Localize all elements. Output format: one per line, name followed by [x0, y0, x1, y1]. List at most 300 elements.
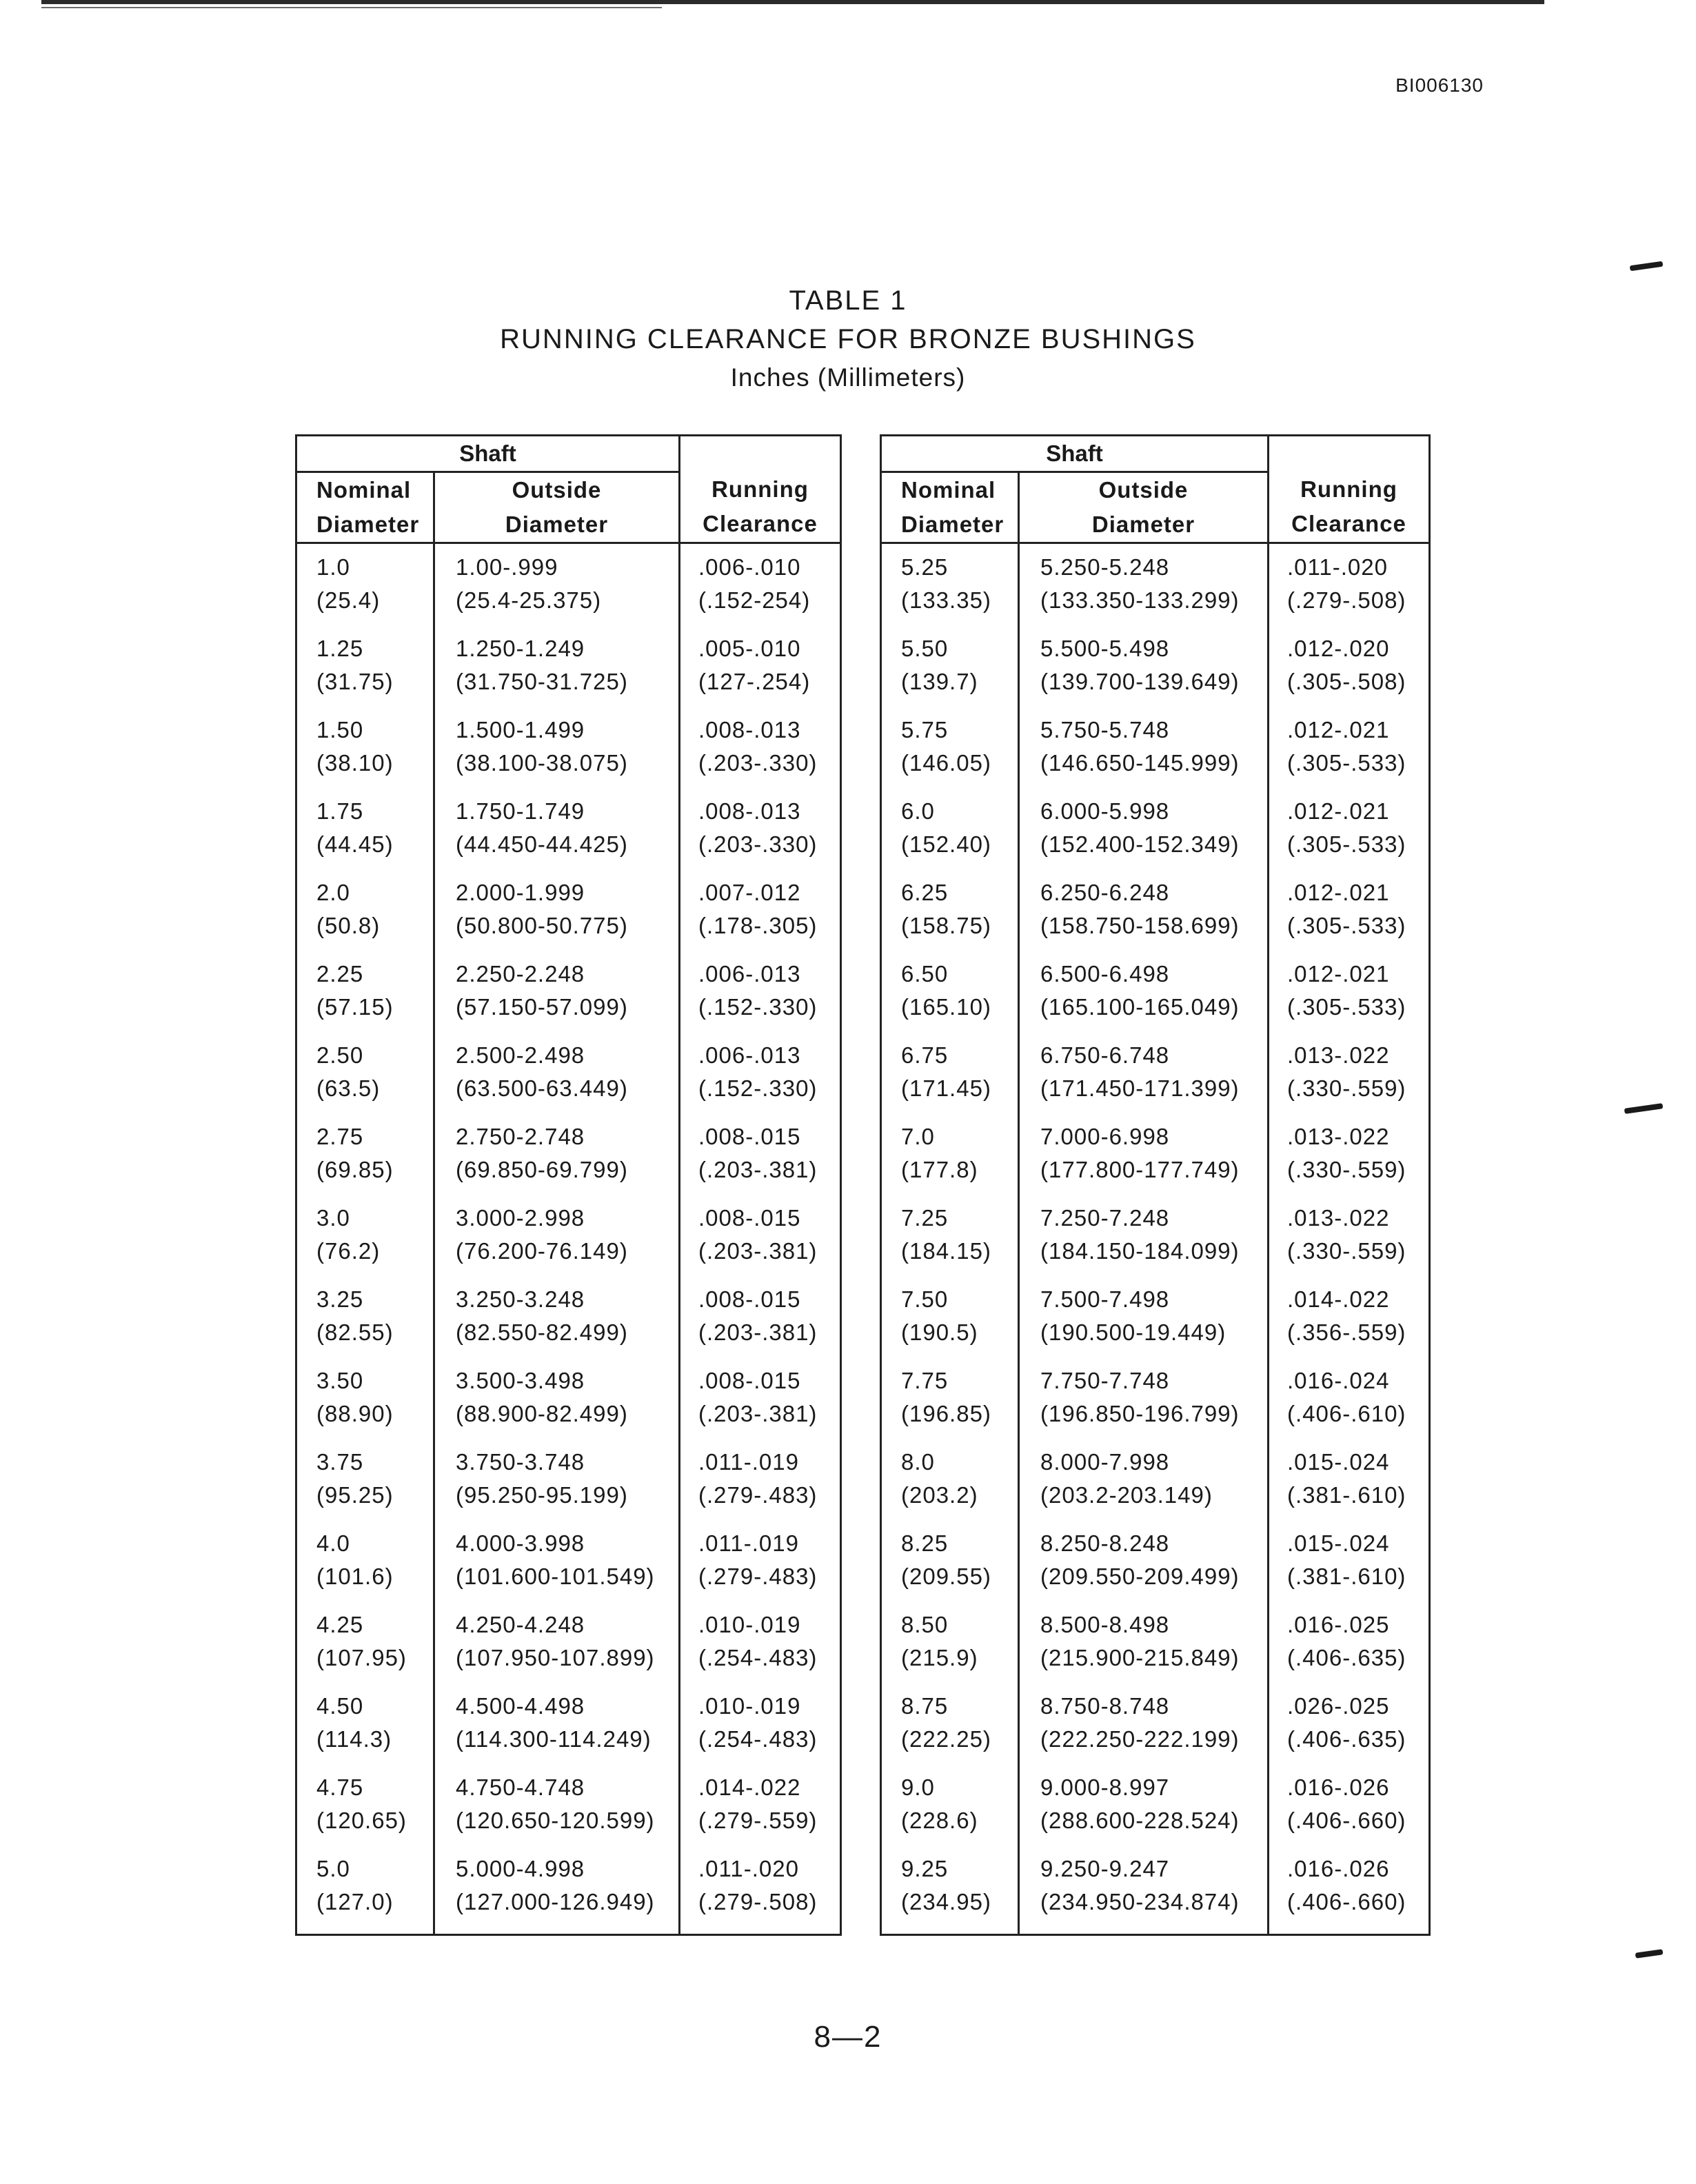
header-spacer: [1269, 436, 1430, 472]
inch-value: 3.50: [316, 1368, 364, 1393]
running-clearance-cell: [1269, 1527, 1430, 1608]
running-clearance-header: [680, 472, 841, 543]
running-clearance-cell: [680, 1364, 841, 1446]
metric-value: (.305-.533): [1287, 994, 1406, 1020]
running-clearance-header: [1269, 472, 1430, 543]
inch-value: 4.500-4.498: [456, 1693, 585, 1719]
nominal-diameter-header: [881, 472, 1019, 543]
inch-value: .011-.019: [698, 1449, 799, 1475]
inch-value: 6.250-6.248: [1040, 880, 1170, 905]
inch-value: 1.00-.999: [456, 554, 558, 580]
nominal-diameter-cell: [881, 1120, 1019, 1202]
inch-value: .016-.024: [1287, 1368, 1390, 1393]
metric-value: (209.55): [901, 1564, 991, 1589]
running-clearance-cell: [680, 958, 841, 1039]
metric-value: (.254-.483): [698, 1645, 818, 1670]
metric-value: (171.45): [901, 1075, 991, 1101]
metric-value: (184.15): [901, 1238, 991, 1264]
table-row: [881, 876, 1430, 958]
inch-value: .008-.015: [698, 1205, 801, 1231]
inch-value: 1.250-1.249: [456, 636, 585, 661]
outside-diameter-cell: [1019, 1771, 1269, 1852]
running-clearance-cell: [680, 632, 841, 714]
table-subtitle: RUNNING CLEARANCE FOR BRONZE BUSHINGS: [500, 324, 1196, 354]
outside-diameter-cell: [434, 876, 680, 958]
metric-value: (127-.254): [698, 669, 811, 694]
inch-value: 8.0: [901, 1449, 935, 1475]
table-row: [296, 1283, 841, 1364]
running-clearance-cell: [1269, 1608, 1430, 1690]
metric-value: (152.40): [901, 831, 991, 857]
nominal-diameter-cell: [881, 1852, 1019, 1935]
table-row: [881, 1852, 1430, 1935]
shaft-header: Shaft: [881, 436, 1269, 472]
inch-value: 3.750-3.748: [456, 1449, 585, 1475]
metric-value: (38.100-38.075): [456, 750, 628, 776]
outside-diameter-cell: [434, 543, 680, 633]
table-row: [881, 1283, 1430, 1364]
metric-value: (101.600-101.549): [456, 1564, 655, 1589]
inch-value: .006-.013: [698, 961, 801, 987]
table-row: [296, 1039, 841, 1120]
metric-value: (.279-.508): [1287, 587, 1406, 613]
inch-value: 4.75: [316, 1775, 364, 1800]
inch-value: 6.25: [901, 880, 949, 905]
inch-value: 3.0: [316, 1205, 350, 1231]
metric-value: (222.25): [901, 1726, 991, 1752]
metric-value: (.254-.483): [698, 1726, 818, 1752]
table-row: [296, 1608, 841, 1690]
metric-value: (25.4-25.375): [456, 587, 602, 613]
inch-value: .010-.019: [698, 1693, 801, 1719]
inch-value: 8.75: [901, 1693, 949, 1719]
metric-value: (133.35): [901, 587, 991, 613]
title-block: [0, 281, 1696, 397]
metric-value: (165.100-165.049): [1040, 994, 1240, 1020]
inch-value: .016-.026: [1287, 1775, 1390, 1800]
table-row: [296, 632, 841, 714]
outside-diameter-cell: [1019, 1527, 1269, 1608]
inch-value: .015-.024: [1287, 1449, 1390, 1475]
metric-value: (76.200-76.149): [456, 1238, 628, 1264]
metric-value: (82.550-82.499): [456, 1320, 628, 1345]
metric-value: (177.8): [901, 1157, 978, 1182]
metric-value: (76.2): [316, 1238, 381, 1264]
outside-diameter-cell: [1019, 1120, 1269, 1202]
metric-value: (.406-.660): [1287, 1808, 1406, 1833]
metric-value: (38.10): [316, 750, 394, 776]
metric-value: (120.650-120.599): [456, 1808, 655, 1833]
inch-value: 2.50: [316, 1042, 364, 1068]
inch-value: 7.250-7.248: [1040, 1205, 1170, 1231]
inch-value: 7.750-7.748: [1040, 1368, 1170, 1393]
running-clearance-cell: [680, 1690, 841, 1771]
metric-value: (196.85): [901, 1401, 991, 1426]
inch-value: .015-.024: [1287, 1530, 1390, 1556]
running-clearance-cell: [680, 1852, 841, 1935]
inch-value: .011-.020: [698, 1856, 799, 1881]
inch-value: 5.0: [316, 1856, 350, 1881]
outside-diameter-cell: [1019, 1690, 1269, 1771]
table-row: [296, 1120, 841, 1202]
metric-value: (120.65): [316, 1808, 407, 1833]
running-clearance-cell: [1269, 876, 1430, 958]
inch-value: .011-.020: [1287, 554, 1388, 580]
top-rule: [41, 0, 1544, 4]
outside-diameter-cell: [1019, 1364, 1269, 1446]
inch-value: 6.75: [901, 1042, 949, 1068]
table-body: [296, 543, 841, 1935]
nominal-diameter-cell: [881, 1690, 1019, 1771]
clearance-table-right: [880, 434, 1431, 1936]
table-row: [881, 632, 1430, 714]
metric-value: (69.850-69.799): [456, 1157, 628, 1182]
nominal-diameter-cell: [296, 714, 434, 795]
inch-value: .005-.010: [698, 636, 801, 661]
inch-value: .008-.013: [698, 798, 801, 824]
nominal-diameter-cell: [881, 1364, 1019, 1446]
metric-value: (158.750-158.699): [1040, 913, 1240, 938]
table-row: [881, 1527, 1430, 1608]
inch-value: .008-.015: [698, 1368, 801, 1393]
nominal-diameter-cell: [296, 876, 434, 958]
table-row: [881, 795, 1430, 876]
nominal-diameter-cell: [881, 1283, 1019, 1364]
inch-value: 6.500-6.498: [1040, 961, 1170, 987]
nominal-diameter-cell: [881, 543, 1019, 633]
page-number: 8—2: [814, 2020, 882, 2054]
nominal-diameter-cell: [296, 632, 434, 714]
header-spacer: [680, 436, 841, 472]
inch-value: 4.000-3.998: [456, 1530, 585, 1556]
inch-value: 7.000-6.998: [1040, 1124, 1170, 1149]
inch-value: 7.500-7.498: [1040, 1286, 1170, 1312]
nominal-diameter-cell: [296, 1283, 434, 1364]
metric-value: (203.2-203.149): [1040, 1482, 1213, 1508]
inch-value: 9.0: [901, 1775, 935, 1800]
metric-value: (234.95): [901, 1889, 991, 1914]
inch-value: 7.25: [901, 1205, 949, 1231]
metric-value: (.203-.381): [698, 1238, 818, 1264]
metric-value: (146.05): [901, 750, 991, 776]
header-line: Nominal: [901, 477, 996, 503]
table-body: [881, 543, 1430, 1935]
metric-value: (234.950-234.874): [1040, 1889, 1240, 1914]
running-clearance-cell: [1269, 1852, 1430, 1935]
inch-value: .012-.021: [1287, 880, 1390, 905]
running-clearance-cell: [1269, 1039, 1430, 1120]
table-row: [881, 958, 1430, 1039]
metric-value: (.152-.330): [698, 994, 818, 1020]
outside-diameter-cell: [1019, 1202, 1269, 1283]
inch-value: 8.000-7.998: [1040, 1449, 1170, 1475]
metric-value: (139.7): [901, 669, 978, 694]
outside-diameter-cell: [434, 632, 680, 714]
metric-value: (82.55): [316, 1320, 394, 1345]
nominal-diameter-cell: [881, 1039, 1019, 1120]
header-line: Clearance: [1291, 511, 1406, 537]
inch-value: 5.50: [901, 636, 949, 661]
metric-value: (222.250-222.199): [1040, 1726, 1240, 1752]
outside-diameter-cell: [1019, 1446, 1269, 1527]
outside-diameter-header: [1019, 472, 1269, 543]
inch-value: 7.75: [901, 1368, 949, 1393]
metric-value: (171.450-171.399): [1040, 1075, 1240, 1101]
outside-diameter-cell: [434, 1527, 680, 1608]
metric-value: (.356-.559): [1287, 1320, 1406, 1345]
inch-value: 1.0: [316, 554, 350, 580]
running-clearance-cell: [1269, 714, 1430, 795]
document-id: BI006130: [1395, 74, 1484, 96]
outside-diameter-cell: [1019, 1283, 1269, 1364]
metric-value: (44.450-44.425): [456, 831, 628, 857]
metric-value: (139.700-139.649): [1040, 669, 1240, 694]
inch-value: 8.500-8.498: [1040, 1612, 1170, 1637]
running-clearance-cell: [1269, 795, 1430, 876]
outside-diameter-cell: [1019, 1852, 1269, 1935]
nominal-diameter-cell: [296, 1852, 434, 1935]
inch-value: 8.25: [901, 1530, 949, 1556]
metric-value: (.406-.610): [1287, 1401, 1406, 1426]
inch-value: 2.0: [316, 880, 350, 905]
header-line: Nominal: [316, 477, 412, 503]
table-row: [296, 1527, 841, 1608]
metric-value: (196.850-196.799): [1040, 1401, 1240, 1426]
nominal-diameter-cell: [881, 1527, 1019, 1608]
metric-value: (44.45): [316, 831, 394, 857]
outside-diameter-cell: [434, 1120, 680, 1202]
metric-value: (50.800-50.775): [456, 913, 628, 938]
inch-value: .012-.020: [1287, 636, 1390, 661]
metric-value: (.406-.635): [1287, 1645, 1406, 1670]
inch-value: 9.000-8.997: [1040, 1775, 1170, 1800]
inch-value: .010-.019: [698, 1612, 801, 1637]
metric-value: (.406-.635): [1287, 1726, 1406, 1752]
metric-value: (57.150-57.099): [456, 994, 628, 1020]
outside-diameter-cell: [434, 1852, 680, 1935]
inch-value: .012-.021: [1287, 717, 1390, 742]
nominal-diameter-cell: [881, 795, 1019, 876]
inch-value: .016-.025: [1287, 1612, 1390, 1637]
outside-diameter-cell: [434, 1039, 680, 1120]
running-clearance-cell: [680, 876, 841, 958]
outside-diameter-cell: [1019, 876, 1269, 958]
table-units: Inches (Millimeters): [730, 363, 966, 392]
inch-value: 9.250-9.247: [1040, 1856, 1170, 1881]
nominal-diameter-header: [296, 472, 434, 543]
nominal-diameter-cell: [296, 958, 434, 1039]
nominal-diameter-cell: [296, 1364, 434, 1446]
metric-value: (133.350-133.299): [1040, 587, 1240, 613]
metric-value: (.381-.610): [1287, 1482, 1406, 1508]
margin-mark: [1624, 1103, 1664, 1114]
metric-value: (50.8): [316, 913, 381, 938]
outside-diameter-cell: [1019, 1039, 1269, 1120]
metric-value: (.279-.508): [698, 1889, 818, 1914]
outside-diameter-cell: [434, 1446, 680, 1527]
margin-mark: [1635, 1949, 1664, 1958]
metric-value: (107.950-107.899): [456, 1645, 655, 1670]
table-row: [881, 1446, 1430, 1527]
inch-value: 5.25: [901, 554, 949, 580]
metric-value: (.203-.381): [698, 1401, 818, 1426]
table-row: [881, 543, 1430, 633]
metric-value: (127.000-126.949): [456, 1889, 655, 1914]
table-row: [881, 1202, 1430, 1283]
nominal-diameter-cell: [296, 1446, 434, 1527]
table-row: [881, 1690, 1430, 1771]
running-clearance-cell: [1269, 1771, 1430, 1852]
metric-value: (165.10): [901, 994, 991, 1020]
metric-value: (.330-.559): [1287, 1238, 1406, 1264]
inch-value: 1.750-1.749: [456, 798, 585, 824]
metric-value: (31.750-31.725): [456, 669, 628, 694]
inch-value: 6.750-6.748: [1040, 1042, 1170, 1068]
inch-value: 1.50: [316, 717, 364, 742]
clearance-table: [880, 434, 1431, 1936]
metric-value: (63.500-63.449): [456, 1075, 628, 1101]
metric-value: (.203-.381): [698, 1320, 818, 1345]
inch-value: 1.500-1.499: [456, 717, 585, 742]
outside-diameter-cell: [1019, 632, 1269, 714]
running-clearance-cell: [680, 1446, 841, 1527]
inch-value: .014-.022: [698, 1775, 801, 1800]
nominal-diameter-cell: [296, 1202, 434, 1283]
metric-value: (.305-.508): [1287, 669, 1406, 694]
nominal-diameter-cell: [296, 1120, 434, 1202]
inch-value: 2.500-2.498: [456, 1042, 585, 1068]
header-line: Diameter: [1091, 512, 1195, 537]
outside-diameter-cell: [1019, 958, 1269, 1039]
running-clearance-cell: [680, 795, 841, 876]
nominal-diameter-cell: [881, 958, 1019, 1039]
header-line: Diameter: [316, 512, 420, 537]
inch-value: .008-.015: [698, 1124, 801, 1149]
metric-value: (.279-.559): [698, 1808, 818, 1833]
inch-value: 4.25: [316, 1612, 364, 1637]
outside-diameter-cell: [434, 714, 680, 795]
metric-value: (.305-.533): [1287, 913, 1406, 938]
metric-value: (152.400-152.349): [1040, 831, 1240, 857]
running-clearance-cell: [680, 1527, 841, 1608]
inch-value: 6.000-5.998: [1040, 798, 1170, 824]
metric-value: (.406-.660): [1287, 1889, 1406, 1914]
inch-value: .007-.012: [698, 880, 801, 905]
metric-value: (.305-.533): [1287, 750, 1406, 776]
inch-value: 5.750-5.748: [1040, 717, 1170, 742]
outside-diameter-cell: [434, 1283, 680, 1364]
metric-value: (190.5): [901, 1320, 978, 1345]
header-line: Running: [1300, 476, 1397, 503]
running-clearance-cell: [1269, 958, 1430, 1039]
nominal-diameter-cell: [296, 1608, 434, 1690]
inch-value: 1.25: [316, 636, 364, 661]
table-row: [296, 714, 841, 795]
inch-value: 8.250-8.248: [1040, 1530, 1170, 1556]
inch-value: .008-.015: [698, 1286, 801, 1312]
nominal-diameter-cell: [881, 1202, 1019, 1283]
metric-value: (209.550-209.499): [1040, 1564, 1240, 1589]
outside-diameter-cell: [1019, 543, 1269, 633]
outside-diameter-header: [434, 472, 680, 543]
metric-value: (69.85): [316, 1157, 394, 1182]
inch-value: .013-.022: [1287, 1124, 1390, 1149]
inch-value: 3.250-3.248: [456, 1286, 585, 1312]
metric-value: (.305-.533): [1287, 831, 1406, 857]
nominal-diameter-cell: [881, 1446, 1019, 1527]
inch-value: .013-.022: [1287, 1205, 1390, 1231]
inch-value: 5.250-5.248: [1040, 554, 1170, 580]
table-row: [296, 795, 841, 876]
table-row: [296, 1852, 841, 1935]
running-clearance-cell: [680, 1771, 841, 1852]
metric-value: (63.5): [316, 1075, 381, 1101]
inch-value: .006-.013: [698, 1042, 801, 1068]
inch-value: 3.000-2.998: [456, 1205, 585, 1231]
inch-value: .014-.022: [1287, 1286, 1390, 1312]
metric-value: (.152-.330): [698, 1075, 818, 1101]
metric-value: (203.2): [901, 1482, 978, 1508]
outside-diameter-cell: [434, 795, 680, 876]
metric-value: (215.900-215.849): [1040, 1645, 1240, 1670]
metric-value: (.152-254): [698, 587, 811, 613]
nominal-diameter-cell: [296, 1039, 434, 1120]
table-row: [296, 1202, 841, 1283]
outside-diameter-cell: [434, 1202, 680, 1283]
outside-diameter-cell: [434, 958, 680, 1039]
table-row: [296, 876, 841, 958]
outside-diameter-cell: [1019, 714, 1269, 795]
metric-value: (228.6): [901, 1808, 978, 1833]
metric-value: (95.25): [316, 1482, 394, 1508]
top-rule-thin: [41, 7, 662, 8]
inch-value: .006-.010: [698, 554, 801, 580]
nominal-diameter-cell: [881, 632, 1019, 714]
metric-value: (25.4): [316, 587, 381, 613]
running-clearance-cell: [680, 714, 841, 795]
inch-value: 2.250-2.248: [456, 961, 585, 987]
inch-value: 1.75: [316, 798, 364, 824]
running-clearance-cell: [1269, 1202, 1430, 1283]
inch-value: 5.75: [901, 717, 949, 742]
inch-value: 2.75: [316, 1124, 364, 1149]
metric-value: (.178-.305): [698, 913, 818, 938]
metric-value: (114.300-114.249): [456, 1726, 652, 1752]
metric-value: (.203-.381): [698, 1157, 818, 1182]
inch-value: .016-.026: [1287, 1856, 1390, 1881]
outside-diameter-cell: [434, 1690, 680, 1771]
metric-value: (31.75): [316, 669, 394, 694]
inch-value: 2.000-1.999: [456, 880, 585, 905]
nominal-diameter-cell: [881, 876, 1019, 958]
inch-value: .012-.021: [1287, 798, 1390, 824]
running-clearance-cell: [680, 1120, 841, 1202]
running-clearance-cell: [1269, 632, 1430, 714]
running-clearance-cell: [680, 1202, 841, 1283]
header-line: Running: [711, 476, 809, 503]
inch-value: 2.750-2.748: [456, 1124, 585, 1149]
metric-value: (.279-.483): [698, 1564, 818, 1589]
metric-value: (288.600-228.524): [1040, 1808, 1240, 1833]
running-clearance-cell: [1269, 1690, 1430, 1771]
inch-value: 6.50: [901, 961, 949, 987]
metric-value: (127.0): [316, 1889, 394, 1914]
header-line: Clearance: [703, 511, 818, 537]
inch-value: .011-.019: [698, 1530, 799, 1556]
nominal-diameter-cell: [296, 1771, 434, 1852]
inch-value: 4.250-4.248: [456, 1612, 585, 1637]
table-row: [881, 1771, 1430, 1852]
